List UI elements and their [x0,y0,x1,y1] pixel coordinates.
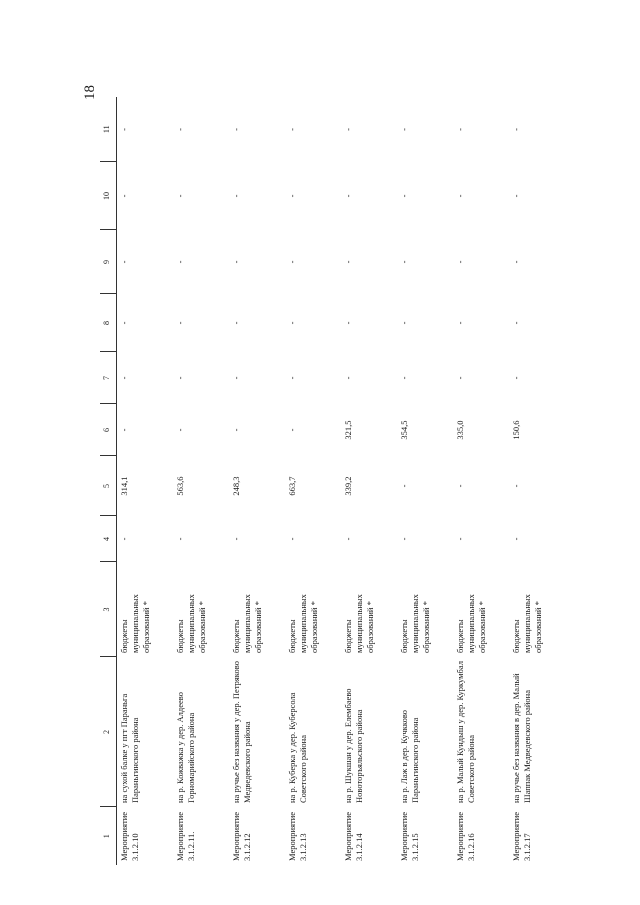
table-row [117,97,173,865]
table-cell-budget: бюджеты муниципальных образований * [230,594,263,653]
table-cell-c10: - [454,194,465,198]
table-cell-c4: - [119,537,129,541]
table-cell-c4: - [454,537,465,541]
table-cell-c8: - [398,321,409,325]
table-cell-location: на ручье без названия у дер. Петряково Медведевского района [230,661,252,803]
table-cell-c6: 354,5 [398,420,409,440]
table-cell-c4: - [286,537,297,541]
table-cell-location: на ручье без названия в дер. Малый Шаппак Медведевского района [510,673,532,803]
table-cell-c8: - [510,321,521,325]
page-number: 18 [82,85,98,100]
table-cell-c11: - [510,128,521,131]
table-cell-c7: - [230,376,241,380]
table-cell-c9: - [398,260,409,264]
table-cell-budget: бюджеты муниципальных образований * [119,594,151,653]
table-cell-c4: - [342,537,353,541]
table-cell-c5: - [510,484,521,488]
table-cell-c7: - [119,376,129,380]
column-header: 8 [100,294,117,352]
table-row [509,97,565,865]
table-cell-event: Мероприятие 3.1.2.10 [119,811,140,861]
table-cell-event: Мероприятие 3.1.2.11. [174,811,196,861]
table-cell-location: на р. Куберка у дер. Куберсола Советского района [286,692,308,803]
table-cell-c11: - [230,128,241,131]
column-header: 7 [100,352,117,404]
table-cell-c6: - [286,428,297,432]
table-cell-c4: - [174,537,185,541]
table-cell-c5: 248,3 [230,476,241,496]
table-cell-c9: - [342,260,353,264]
table-cell-location: на р. Шукшан у дер. Елембаево Новоторъяльского района [342,688,364,803]
table-row [453,97,509,865]
table-cell-c11: - [342,128,353,131]
table-cell-c7: - [454,376,465,380]
table-cell-c10: - [119,194,129,198]
table-cell-c5: 314,1 [119,476,129,496]
table-cell-budget: бюджеты муниципальных образований * [174,594,207,653]
table-row [341,97,397,865]
table-cell-c7: - [174,376,185,380]
table-cell-c11: - [398,128,409,131]
table-cell-location: на р. Малый Кундыш у дер. Куркумбал Советского района [454,661,476,803]
table-cell-c11: - [286,128,297,131]
table-cell-c10: - [286,194,297,198]
table-cell-c8: - [342,321,353,325]
column-header: 2 [100,657,117,807]
table-row [397,97,453,865]
table-cell-c5: 339,2 [342,476,353,496]
table-cell-c11: - [119,128,129,131]
table-cell-budget: бюджеты муниципальных образований * [510,594,543,653]
table-cell-c6: 150,6 [510,420,521,440]
table-cell-c10: - [510,194,521,198]
table-cell-c9: - [230,260,241,264]
table-cell-budget: бюджеты муниципальных образований * [398,594,431,653]
table-cell-c10: - [230,194,241,198]
table-cell-c10: - [174,194,185,198]
table-cell-c6: - [174,428,185,432]
table-cell-event: Мероприятие 3.1.2.13 [286,811,308,861]
table-cell-c7: - [342,376,353,380]
table-cell-c11: - [454,128,465,131]
column-header: 1 [100,807,117,865]
table-cell-c9: - [454,260,465,264]
table-cell-c5: 663,7 [286,476,297,496]
table-cell-event: Мероприятие 3.1.2.15 [398,811,420,861]
table-cell-c8: - [119,321,129,325]
table-cell-c9: - [119,260,129,264]
table-cell-budget: бюджеты муниципальных образований * [342,594,375,653]
column-header: 5 [100,456,117,516]
table-cell-event: Мероприятие 3.1.2.12 [230,811,252,861]
column-header: 4 [100,516,117,562]
table-cell-c10: - [398,194,409,198]
table-cell-c9: - [510,260,521,264]
table-row [229,97,285,865]
table-cell-c4: - [230,537,241,541]
table-row [173,97,229,865]
table-cell-event: Мероприятие 3.1.2.14 [342,811,364,861]
table-cell-c11: - [174,128,185,131]
table-cell-c4: - [398,537,409,541]
table-row [285,97,341,865]
table-cell-c6: 335,0 [454,420,465,440]
table-cell-c8: - [174,321,185,325]
program-table [100,97,565,865]
table-cell-c8: - [286,321,297,325]
table-cell-c7: - [398,376,409,380]
table-cell-c6: 321,5 [342,420,353,440]
column-header: 11 [100,97,117,162]
table-cell-c8: - [230,321,241,325]
table-cell-c10: - [342,194,353,198]
table-cell-c9: - [286,260,297,264]
table-cell-c6: - [119,428,129,432]
table-cell-c5: - [398,484,409,488]
table-cell-location: на р. Лаж в дер. Кучкково Параньгинского района [398,709,420,803]
table-cell-c9: - [174,260,185,264]
table-cell-c6: - [230,428,241,432]
table-header [100,97,117,865]
table-cell-budget: бюджеты муниципальных образований * [286,594,319,653]
table-cell-c7: - [286,376,297,380]
table-cell-location: на сухой балке у пгт Параньга Параньгинского района [119,693,140,803]
column-header: 9 [100,230,117,294]
column-header: 3 [100,562,117,657]
table-cell-c8: - [454,321,465,325]
table-cell-location: на р. Кожважка у дер. Алдеево Горномарийского района [174,692,196,803]
table-cell-c4: - [510,537,521,541]
table-cell-c5: 563,6 [174,476,185,496]
column-header: 10 [100,162,117,230]
table-body [117,97,565,865]
table-cell-c5: - [454,484,465,488]
table-cell-budget: бюджеты муниципальных образований * [454,594,487,653]
table-cell-event: Мероприятие 3.1.2.16 [454,811,476,861]
table-cell-c7: - [510,376,521,380]
table-cell-event: Мероприятие 3.1.2.17 [510,811,532,861]
column-header: 6 [100,404,117,456]
